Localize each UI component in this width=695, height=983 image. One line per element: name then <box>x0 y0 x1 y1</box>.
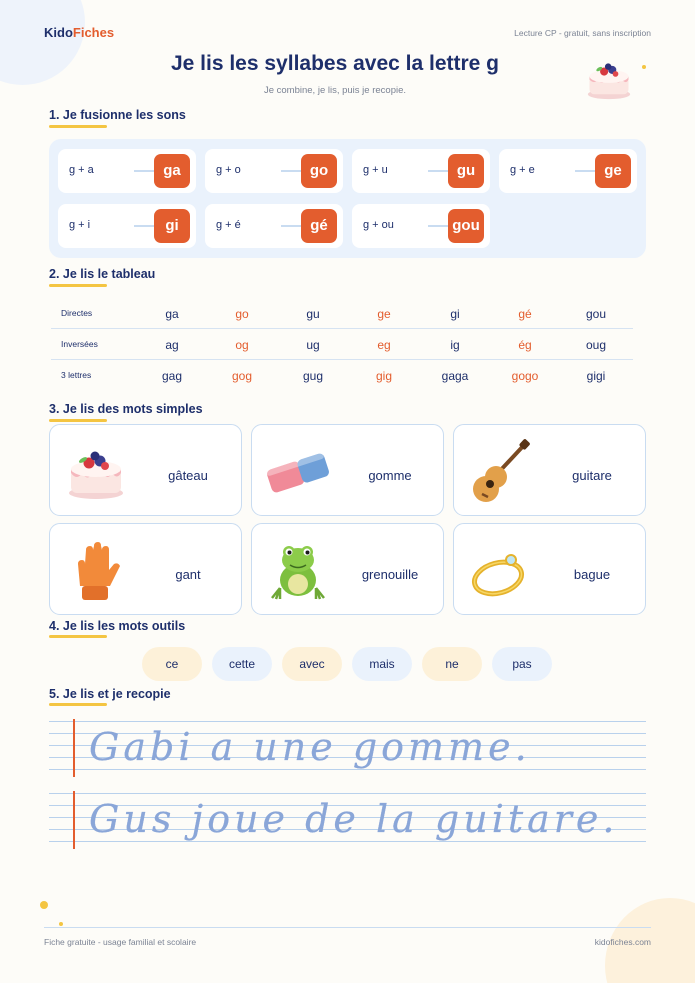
section-title-fusion: 1. Je fusionne les sons <box>49 108 186 122</box>
glove-icon <box>64 538 128 602</box>
table-cell: gu <box>306 307 320 321</box>
table-cell: gog <box>231 369 253 383</box>
fusion-formula: g + é <box>216 219 241 231</box>
fusion-card <box>205 204 343 248</box>
fusion-result: gé <box>301 209 337 243</box>
word-label: gant <box>175 567 201 582</box>
table-cell: ig <box>450 338 460 352</box>
table-row <box>51 329 633 360</box>
page-subtitle: Je combine, je lis, puis je recopie. <box>263 85 407 96</box>
table-cell: gogo <box>511 369 539 383</box>
table-cell: gigi <box>586 369 606 383</box>
footer-site-link[interactable]: kidofiches.com <box>594 937 651 947</box>
word-card <box>251 523 444 615</box>
table-cell: og <box>235 338 249 352</box>
brand-part-2: Fiches <box>72 25 115 40</box>
table-cell: ug <box>306 338 320 352</box>
fusion-result: go <box>301 154 337 188</box>
fusion-card <box>58 204 196 248</box>
section-title-table: 2. Je lis le tableau <box>49 267 156 281</box>
section-underline <box>49 419 107 422</box>
table-cell: gi <box>450 307 460 321</box>
fusion-card <box>205 149 343 193</box>
fusion-card <box>352 149 490 193</box>
fusion-formula: g + u <box>363 164 388 176</box>
guide-line <box>49 793 646 794</box>
copy-sentence: Gabi a une gomme. <box>89 725 531 769</box>
section-title-words: 3. Je lis des mots simples <box>49 402 203 416</box>
table-cell: oug <box>585 338 607 352</box>
brand-logo <box>44 25 114 40</box>
row-label: Directes <box>61 308 93 318</box>
table-cell: ag <box>165 338 179 352</box>
section-underline <box>49 635 107 638</box>
brand-part-1: Kido <box>44 25 73 40</box>
word-label: gâteau <box>168 468 208 483</box>
word-label: grenouille <box>361 567 419 582</box>
guide-line <box>49 721 646 722</box>
tool-word-pill: mais <box>352 647 412 681</box>
table-row <box>51 360 633 391</box>
section-title-tool-words: 4. Je lis les mots outils <box>49 619 186 633</box>
tool-word-pill: cette <box>212 647 272 681</box>
fusion-result: gou <box>448 209 484 243</box>
margin-line <box>73 719 75 777</box>
copy-sentence: Gus joue de la guitare. <box>89 797 619 841</box>
fusion-result: ge <box>595 154 631 188</box>
table-cell: ge <box>377 307 391 321</box>
table-cell: ég <box>518 338 532 352</box>
table-cell: gé <box>518 307 532 321</box>
tool-word-pill: ce <box>142 647 202 681</box>
fusion-formula: g + e <box>510 164 535 176</box>
table-cell: gug <box>302 369 324 383</box>
section-title-copy: 5. Je lis et je recopie <box>49 687 171 701</box>
word-label: gomme <box>368 468 412 483</box>
word-label: bague <box>573 567 611 582</box>
fusion-formula: g + a <box>69 164 94 176</box>
guide-line <box>49 769 646 770</box>
guide-line <box>49 841 646 842</box>
tool-word-pill: ne <box>422 647 482 681</box>
copy-block <box>49 721 646 785</box>
frog-icon <box>266 538 330 602</box>
table-cell: go <box>235 307 249 321</box>
tool-word-pill: pas <box>492 647 552 681</box>
word-label: guitare <box>572 468 612 483</box>
eraser-icon <box>266 439 330 503</box>
syllable-table <box>51 298 633 391</box>
table-row <box>51 298 633 329</box>
word-card <box>453 424 646 516</box>
word-card <box>453 523 646 615</box>
header-tagline: Lecture CP - gratuit, sans inscription <box>514 28 651 38</box>
row-label: Inversées <box>61 339 98 349</box>
row-label: 3 lettres <box>61 370 92 380</box>
word-card <box>49 424 242 516</box>
fusion-result: ga <box>154 154 190 188</box>
section-underline <box>49 703 107 706</box>
footer-divider <box>44 927 651 928</box>
guitar-icon <box>468 439 532 503</box>
fusion-result: gi <box>154 209 190 243</box>
fusion-card <box>352 204 490 248</box>
table-cell: gaga <box>441 369 469 383</box>
footer-note: Fiche gratuite - usage familial et scolaire <box>44 937 197 947</box>
fusion-formula: g + i <box>69 219 91 231</box>
fusion-formula: g + ou <box>363 219 394 231</box>
fusion-panel <box>49 139 646 258</box>
decor-dot <box>59 922 63 926</box>
page-title: Je lis les syllabes avec la lettre g <box>170 52 500 75</box>
table-cell: ga <box>165 307 179 321</box>
margin-line <box>73 791 75 849</box>
table-cell: gag <box>161 369 183 383</box>
table-cell: gig <box>375 369 392 383</box>
cake-icon <box>583 50 635 106</box>
decor-dot <box>40 901 48 909</box>
copy-block <box>49 793 646 857</box>
fusion-formula: g + o <box>216 164 241 176</box>
table-cell: gou <box>585 307 607 321</box>
section-underline <box>49 125 107 128</box>
word-card <box>49 523 242 615</box>
section-underline <box>49 284 107 287</box>
fusion-card <box>499 149 637 193</box>
cake-icon <box>64 439 128 503</box>
ring-icon <box>468 538 532 602</box>
tool-word-pill: avec <box>282 647 342 681</box>
table-cell: eg <box>377 338 391 352</box>
word-card <box>251 424 444 516</box>
fusion-card <box>58 149 196 193</box>
fusion-result: gu <box>448 154 484 188</box>
